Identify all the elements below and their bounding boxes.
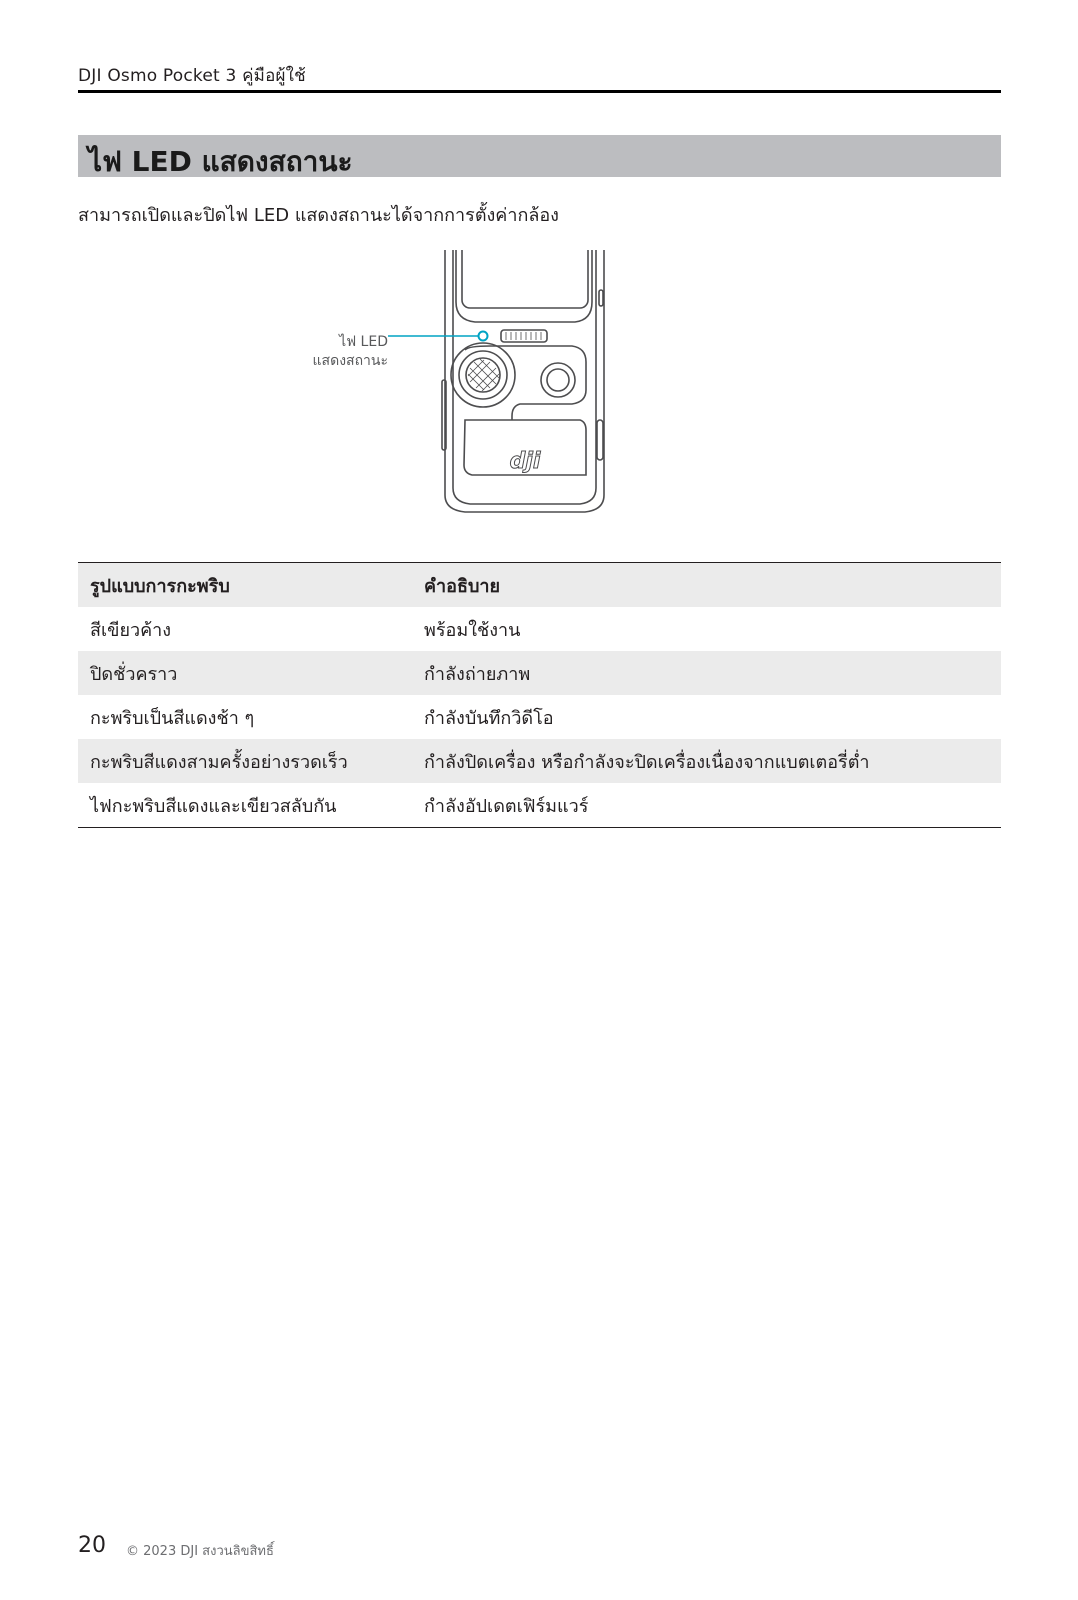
table-row	[78, 783, 1001, 828]
table-cell-pattern: กะพริบเป็นสีแดงช้า ๆ	[90, 707, 255, 729]
table-cell-pattern: กะพริบสีแดงสามครั้งอย่างรวดเร็ว	[78, 739, 412, 783]
status-led-icon	[479, 332, 488, 341]
table-cell-pattern: ปิดชั่วคราว	[78, 651, 412, 695]
header-rule	[78, 90, 1001, 93]
table-row	[78, 607, 1001, 651]
callout-line1: ไฟ LED	[339, 334, 388, 350]
document-header-title: DJI Osmo Pocket 3 คู่มือผู้ใช้	[78, 66, 306, 86]
led-callout	[290, 333, 388, 373]
table-cell-description: พร้อมใช้งาน	[424, 619, 521, 641]
table-header-row	[78, 563, 1001, 608]
table-cell-description: กำลังถ่ายภาพ	[412, 651, 1001, 695]
table-cell-description: กำลังอัปเดตเฟิร์มแวร์	[412, 783, 1001, 828]
table-cell-pattern: สีเขียวค้าง	[90, 619, 172, 641]
table-cell-description: กำลังปิดเครื่อง หรือกำลังจะปิดเครื่องเนื่องจากแบตเตอรี่ต่ำ	[412, 739, 1001, 783]
intro-paragraph: สามารถเปิดและปิดไฟ LED แสดงสถานะได้จากการตั้งค่ากล้อง	[78, 205, 559, 226]
table-row	[78, 739, 1001, 783]
device-illustration	[290, 250, 650, 530]
page-number: 20	[78, 1533, 106, 1558]
callout-line2: แสดงสถานะ	[312, 353, 388, 369]
table-row	[78, 651, 1001, 695]
led-status-table	[78, 562, 1001, 828]
dji-logo-icon: dji	[509, 449, 541, 474]
table-row	[78, 695, 1001, 739]
table-cell-description: กำลังบันทึกวิดีโอ	[424, 707, 554, 729]
column-header-description: คำอธิบาย	[412, 563, 1001, 608]
copyright-notice: © 2023 DJI สงวนลิขสิทธิ์	[126, 1544, 274, 1559]
table-cell-pattern: ไฟกะพริบสีแดงและเขียวสลับกัน	[78, 783, 412, 828]
section-title: ไฟ LED แสดงสถานะ	[88, 145, 353, 178]
column-header-pattern: รูปแบบการกะพริบ	[78, 563, 412, 608]
